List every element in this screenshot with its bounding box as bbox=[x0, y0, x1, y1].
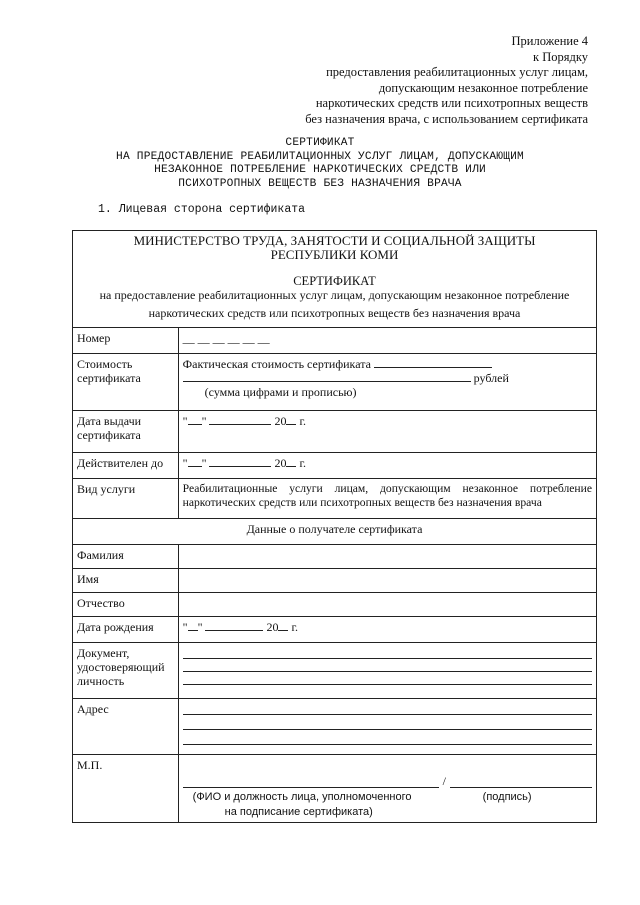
address-field[interactable] bbox=[178, 699, 596, 755]
header-line: СЕРТИФИКАТ bbox=[285, 137, 355, 149]
issue-date-row bbox=[73, 411, 597, 453]
month-blank[interactable] bbox=[205, 630, 263, 631]
year-prefix: 20 bbox=[274, 456, 287, 470]
signer-caption-2: на подписание сертификата) bbox=[224, 806, 373, 818]
number-field[interactable] bbox=[178, 328, 596, 354]
month-blank[interactable] bbox=[209, 466, 271, 467]
patronymic-field[interactable] bbox=[178, 593, 596, 617]
quote-close: " bbox=[197, 620, 203, 634]
document-label: Документ, удостоверяющий личность bbox=[73, 643, 179, 699]
service-line-1: Реабилитационные услуги лицам, допускающим незаконное потребление bbox=[182, 482, 592, 495]
birth-date-label: Дата рождения bbox=[73, 617, 179, 643]
certificate-desc-1: на предоставление реабилитационных услуг лицам, допускающим незаконное потребление bbox=[99, 288, 570, 302]
appendix-line: Приложение 4 bbox=[511, 34, 588, 48]
quote-close: " bbox=[201, 456, 207, 470]
document-field[interactable] bbox=[178, 643, 596, 699]
form-header-row bbox=[73, 231, 597, 328]
month-blank[interactable] bbox=[209, 424, 271, 425]
name-label: Имя bbox=[73, 569, 179, 593]
patronymic-label: Отчество bbox=[73, 593, 179, 617]
number-label: Номер bbox=[73, 328, 179, 354]
header-line: ПСИХОТРОПНЫХ ВЕЩЕСТВ БЕЗ НАЗНАЧЕНИЯ ВРАЧА bbox=[178, 177, 462, 190]
issue-date-field[interactable] bbox=[178, 411, 596, 453]
cost-label: Стоимость сертификата bbox=[73, 354, 179, 411]
year-prefix: 20 bbox=[274, 414, 287, 428]
quote-close: " bbox=[201, 414, 207, 428]
document-row bbox=[73, 643, 597, 699]
cost-rubles: рублей bbox=[473, 371, 509, 385]
address-line-2[interactable] bbox=[183, 715, 592, 730]
year-suffix: г. bbox=[299, 414, 307, 428]
document-line-2[interactable] bbox=[183, 659, 592, 672]
name-field[interactable] bbox=[178, 569, 596, 593]
patronymic-row bbox=[73, 593, 597, 617]
ministry-name-1: МИНИСТЕРСТВО ТРУДА, ЗАНЯТОСТИ И СОЦИАЛЬНОЙ ЗАЩИТЫ bbox=[133, 233, 536, 248]
address-line-1[interactable] bbox=[183, 702, 592, 715]
year-blank[interactable] bbox=[278, 630, 288, 631]
service-row bbox=[73, 479, 597, 519]
cost-sum-blank[interactable] bbox=[183, 381, 471, 382]
appendix-line: без назначения врача, с использованием сертификата bbox=[305, 111, 588, 126]
section-title: 1. Лицевая сторона сертификата bbox=[98, 203, 306, 216]
document-line-1[interactable] bbox=[183, 646, 592, 659]
address-row bbox=[73, 699, 597, 755]
appendix-line: предоставления реабилитационных услуг лицам, bbox=[326, 65, 588, 80]
valid-until-row bbox=[73, 453, 597, 479]
certificate-header bbox=[0, 137, 640, 191]
surname-row bbox=[73, 545, 597, 569]
signature-blank[interactable] bbox=[450, 787, 592, 788]
appendix-line: наркотических средств или психотропных веществ bbox=[315, 96, 588, 111]
year-blank[interactable] bbox=[286, 424, 296, 425]
document-line-3[interactable] bbox=[183, 672, 592, 685]
ministry-cell bbox=[73, 231, 597, 328]
surname-field[interactable] bbox=[178, 545, 596, 569]
recipient-header-row bbox=[73, 519, 597, 545]
signature-separator: / bbox=[442, 774, 446, 788]
header-line: НЕЗАКОННОЕ ПОТРЕБЛЕНИЕ НАРКОТИЧЕСКИХ СРЕДСТВ ИЛИ bbox=[154, 164, 486, 177]
service-line-2: наркотических средств или психотропных веществ без назначения врача bbox=[182, 496, 542, 509]
name-row bbox=[73, 569, 597, 593]
certificate-word: СЕРТИФИКАТ bbox=[293, 274, 376, 288]
number-row bbox=[73, 328, 597, 354]
appendix-block bbox=[305, 34, 588, 128]
address-line-3[interactable] bbox=[183, 730, 592, 745]
signer-caption: (ФИО и должность лица, уполномоченного bbox=[192, 791, 412, 803]
birth-date-row bbox=[73, 617, 597, 643]
appendix-line: допускающим незаконное потребление bbox=[378, 80, 588, 95]
signature-field[interactable] bbox=[178, 755, 596, 823]
day-blank[interactable] bbox=[188, 466, 202, 467]
service-label: Вид услуги bbox=[73, 479, 179, 519]
signature-caption: (подпись) bbox=[482, 791, 532, 803]
year-suffix: г. bbox=[291, 620, 299, 634]
cost-actual-blank[interactable] bbox=[374, 367, 492, 368]
number-value: __ __ __ __ __ __ bbox=[182, 331, 270, 345]
surname-label: Фамилия bbox=[73, 545, 179, 569]
year-prefix: 20 bbox=[266, 620, 279, 634]
signature-row bbox=[73, 755, 597, 823]
signer-name-blank[interactable] bbox=[183, 787, 439, 788]
cost-field[interactable] bbox=[178, 354, 596, 411]
certificate-form bbox=[72, 230, 597, 823]
day-blank[interactable] bbox=[188, 630, 198, 631]
valid-until-field[interactable] bbox=[178, 453, 596, 479]
cost-row bbox=[73, 354, 597, 411]
issue-date-label: Дата выдачи сертификата bbox=[73, 411, 179, 453]
address-label: Адрес bbox=[73, 699, 179, 755]
day-blank[interactable] bbox=[188, 424, 202, 425]
year-suffix: г. bbox=[299, 456, 307, 470]
cost-note: (сумма цифрами и прописью) bbox=[204, 385, 357, 399]
ministry-name-2: РЕСПУБЛИКИ КОМИ bbox=[270, 247, 399, 262]
appendix-line: к Порядку bbox=[533, 49, 588, 64]
header-line: НА ПРЕДОСТАВЛЕНИЕ РЕАБИЛИТАЦИОННЫХ УСЛУГ ЛИЦАМ, ДОПУСКАЮЩИМ bbox=[116, 150, 524, 163]
quote-open: " bbox=[182, 456, 188, 470]
birth-date-field[interactable] bbox=[178, 617, 596, 643]
quote-open: " bbox=[182, 414, 188, 428]
stamp-label: М.П. bbox=[73, 755, 179, 823]
quote-open: " bbox=[182, 620, 188, 634]
recipient-header: Данные о получателе сертификата bbox=[73, 519, 597, 545]
certificate-desc-2: наркотических средств или психотропных веществ без назначения врача bbox=[148, 306, 521, 320]
service-value bbox=[178, 479, 596, 519]
cost-actual-label: Фактическая стоимость сертификата bbox=[182, 357, 371, 371]
valid-until-label: Действителен до bbox=[73, 453, 179, 479]
year-blank[interactable] bbox=[286, 466, 296, 467]
